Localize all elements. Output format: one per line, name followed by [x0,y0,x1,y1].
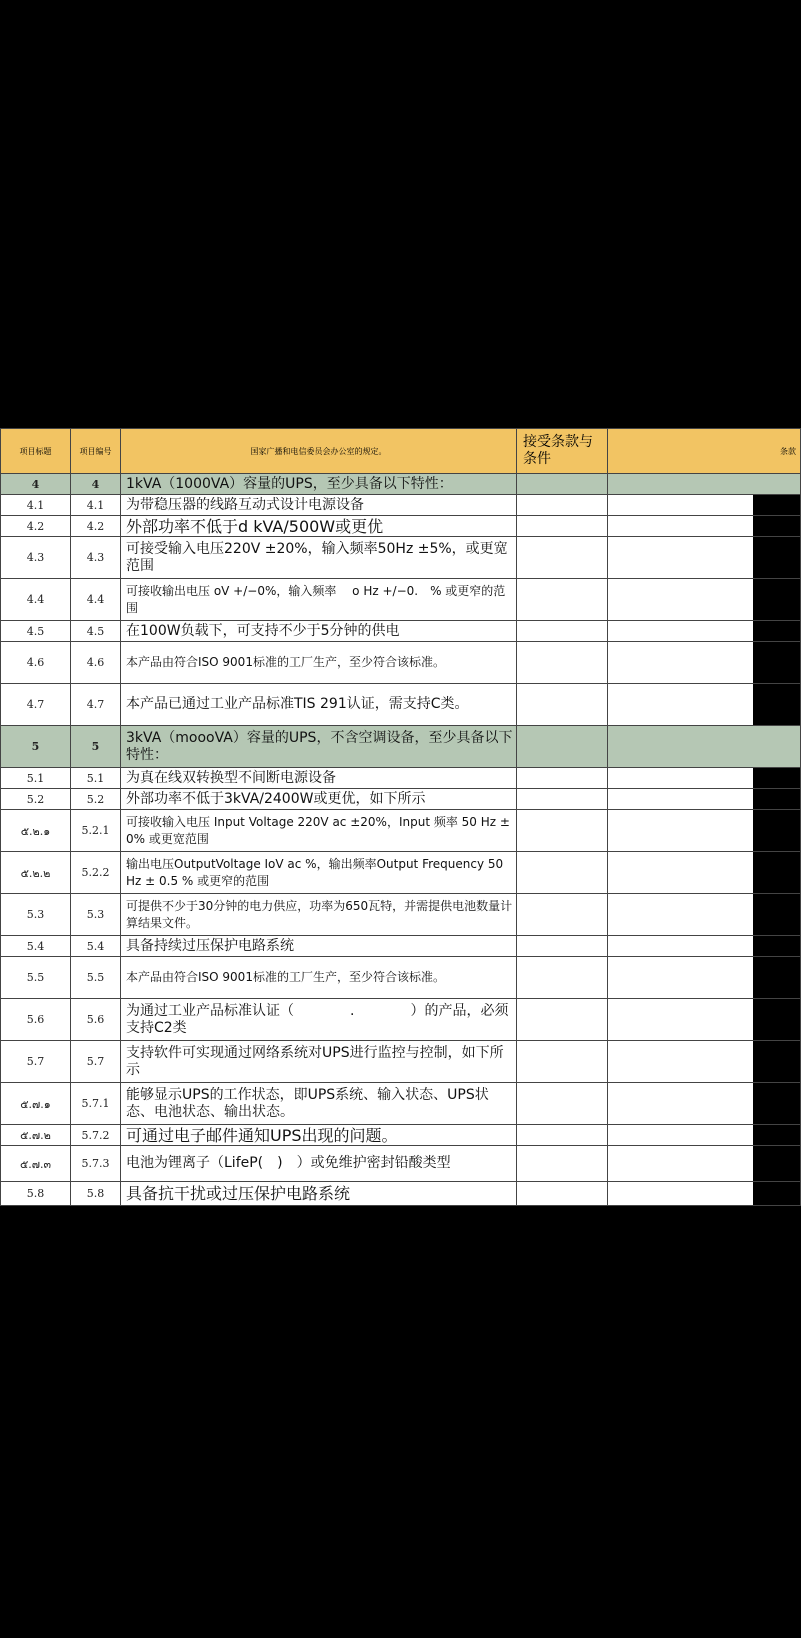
table-row [1,768,801,789]
accept-checkbox-cell [517,684,608,726]
accept-checkbox-cell [517,936,608,957]
item-number-cell: 4.6 [71,642,121,684]
item-code-cell: 4.3 [1,537,71,579]
item-number-cell: 5.2 [71,789,121,810]
item-description-cell: 可接收输出电压 oV +/−0%，输入频率 o Hz +/−0. % 或更窄的范围 [121,579,517,621]
item-number-cell: 5.5 [71,957,121,999]
item-number-cell: 5.8 [71,1182,121,1206]
accept-checkbox-cell [517,579,608,621]
table-row [1,957,801,999]
requirements-table [0,428,801,1206]
accept-checkbox-cell [517,642,608,684]
table-row [1,1083,801,1125]
item-code-cell: ๕.๗.๓ [1,1146,71,1182]
accept-checkbox-cell [517,516,608,537]
item-code-cell: 4.1 [1,495,71,516]
item-description-cell: 3kVA（moooVA）容量的UPS，不含空调设备，至少具备以下特性： [121,726,517,768]
item-description-cell: 本产品由符合ISO 9001标准的工厂生产，至少符合该标准。 [121,957,517,999]
accept-checkbox-cell [517,957,608,999]
accept-checkbox-cell [517,1125,608,1146]
terms-cell [608,768,801,789]
accept-checkbox-cell [517,1041,608,1083]
item-code-cell: ๕.๗.๑ [1,1083,71,1125]
item-code-cell: 4.6 [1,642,71,684]
accept-checkbox-cell [517,537,608,579]
item-description-cell: 电池为锂离子（LifeP( ) ）或免维护密封铅酸类型 [121,1146,517,1182]
item-code-cell: ๕.๒.๒ [1,852,71,894]
table-row [1,789,801,810]
item-description-cell: 可通过电子邮件通知UPS出现的问题。 [121,1125,517,1146]
item-description-cell: 能够显示UPS的工作状态，即UPS系统、输入状态、UPS状态、电池状态、输出状态。 [121,1083,517,1125]
terms-cell [608,810,801,852]
item-description-cell: 为通过工业产品标准认证（ . ）的产品，必须支持C2类 [121,999,517,1041]
terms-cell [608,1182,801,1206]
accept-checkbox-cell [517,768,608,789]
item-number-cell: 5.3 [71,894,121,936]
item-number-cell: 5.2.2 [71,852,121,894]
item-description-cell: 可接收输入电压 Input Voltage 220V ac ±20%，Input 频率 50 Hz ± 0% 或更宽范围 [121,810,517,852]
terms-cell [608,1146,801,1182]
accept-checkbox-cell [517,474,608,495]
table-row [1,642,801,684]
header-item-number: 项目编号 [71,429,121,474]
item-code-cell: 4.4 [1,579,71,621]
item-code-cell: 4.2 [1,516,71,537]
item-code-cell: 5.4 [1,936,71,957]
terms-cell [608,894,801,936]
table-row [1,1125,801,1146]
item-code-cell: 5.7 [1,1041,71,1083]
accept-checkbox-cell [517,1083,608,1125]
item-number-cell: 5 [71,726,121,768]
item-description-cell: 外部功率不低于3kVA/2400W或更优，如下所示 [121,789,517,810]
accept-checkbox-cell [517,999,608,1041]
item-code-cell: 5.3 [1,894,71,936]
terms-cell [608,999,801,1041]
accept-checkbox-cell [517,621,608,642]
item-code-cell: 4.7 [1,684,71,726]
table-row [1,495,801,516]
terms-cell [608,642,801,684]
header-item-title: 项目标题 [1,429,71,474]
item-code-cell: 5.5 [1,957,71,999]
item-number-cell: 5.7 [71,1041,121,1083]
table-row [1,537,801,579]
accept-checkbox-cell [517,789,608,810]
item-number-cell: 5.7.1 [71,1083,121,1125]
item-description-cell: 外部功率不低于d kVA/500W或更优 [121,516,517,537]
table-row [1,1182,801,1206]
terms-cell [608,621,801,642]
item-number-cell: 4.5 [71,621,121,642]
item-description-cell: 输出电压OutputVoltage IoV ac %，输出频率Output Frequency 50 Hz ± 0.5 % 或更窄的范围 [121,852,517,894]
terms-cell [608,957,801,999]
item-number-cell: 4.1 [71,495,121,516]
item-number-cell: 4.3 [71,537,121,579]
item-code-cell: 5 [1,726,71,768]
item-number-cell: 5.7.2 [71,1125,121,1146]
table-row [1,1146,801,1182]
item-code-cell: 5.6 [1,999,71,1041]
terms-cell [608,789,801,810]
table-row [1,810,801,852]
item-number-cell: 5.6 [71,999,121,1041]
header-accept-terms: 接受条款与条件 [517,429,608,474]
terms-cell [608,516,801,537]
accept-checkbox-cell [517,1146,608,1182]
table-row [1,852,801,894]
item-code-cell: ๕.๒.๑ [1,810,71,852]
item-code-cell: ๕.๗.๒ [1,1125,71,1146]
item-description-cell: 可提供不少于30分钟的电力供应，功率为650瓦特，并需提供电池数量计算结果文件。 [121,894,517,936]
item-number-cell: 5.2.1 [71,810,121,852]
terms-cell [608,936,801,957]
table-row [1,894,801,936]
table-row [1,621,801,642]
table-row [1,474,801,495]
header-description: 国家广播和电信委员会办公室的规定。 [121,429,517,474]
table-row [1,726,801,768]
terms-cell [608,852,801,894]
item-code-cell: 4 [1,474,71,495]
terms-cell [608,1083,801,1125]
accept-checkbox-cell [517,810,608,852]
item-description-cell: 支持软件可实现通过网络系统对UPS进行监控与控制，如下所示 [121,1041,517,1083]
item-number-cell: 5.1 [71,768,121,789]
accept-checkbox-cell [517,726,608,768]
item-number-cell: 4.4 [71,579,121,621]
terms-cell [608,474,801,495]
item-code-cell: 5.1 [1,768,71,789]
accept-checkbox-cell [517,852,608,894]
item-description-cell: 具备持续过压保护电路系统 [121,936,517,957]
terms-cell [608,726,801,768]
document-page [0,428,796,1205]
terms-cell [608,1125,801,1146]
accept-checkbox-cell [517,1182,608,1206]
item-code-cell: 5.8 [1,1182,71,1206]
table-row [1,516,801,537]
accept-checkbox-cell [517,495,608,516]
table-header-row [1,429,801,474]
item-number-cell: 4 [71,474,121,495]
item-code-cell: 4.5 [1,621,71,642]
item-number-cell: 4.2 [71,516,121,537]
table-row [1,999,801,1041]
table-row [1,936,801,957]
table-row [1,1041,801,1083]
terms-cell [608,495,801,516]
terms-cell [608,579,801,621]
terms-cell [608,537,801,579]
item-code-cell: 5.2 [1,789,71,810]
item-description-cell: 具备抗干扰或过压保护电路系统 [121,1182,517,1206]
item-number-cell: 5.7.3 [71,1146,121,1182]
item-description-cell: 本产品已通过工业产品标准TIS 291认证，需支持C类。 [121,684,517,726]
item-description-cell: 可接受输入电压220V ±20%，输入频率50Hz ±5%，或更宽范围 [121,537,517,579]
terms-cell [608,684,801,726]
accept-checkbox-cell [517,894,608,936]
item-description-cell: 本产品由符合ISO 9001标准的工厂生产，至少符合该标准。 [121,642,517,684]
terms-cell [608,1041,801,1083]
item-number-cell: 4.7 [71,684,121,726]
header-terms: 条款 [608,429,801,474]
item-number-cell: 5.4 [71,936,121,957]
table-row [1,684,801,726]
item-description-cell: 1kVA（1000VA）容量的UPS，至少具备以下特性： [121,474,517,495]
item-description-cell: 在100W负载下，可支持不少于5分钟的供电 [121,621,517,642]
item-description-cell: 为真在线双转换型不间断电源设备 [121,768,517,789]
item-description-cell: 为带稳压器的线路互动式设计电源设备 [121,495,517,516]
table-row [1,579,801,621]
